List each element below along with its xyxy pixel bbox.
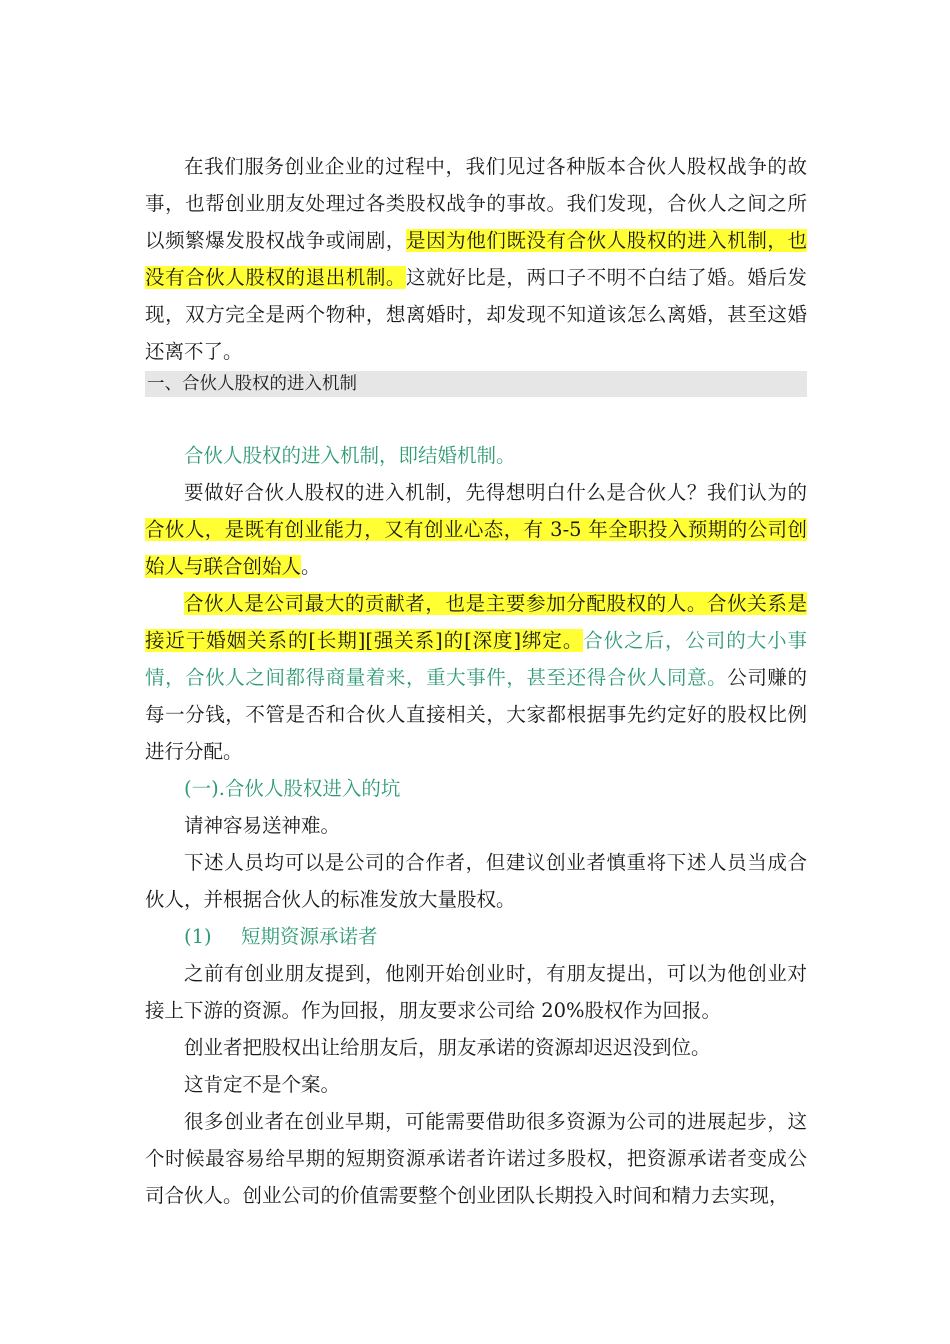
story-paragraph: 之前有创业朋友提到，他刚开始创业时，有朋友提出，可以为他创业对接上下游的资源。作为回报，朋友要求公司给 20%股权作为回报。 [145, 962, 807, 1022]
definition-text-b: 。 [301, 555, 321, 578]
section-heading: 一、合伙人股权的进入机制 [145, 371, 807, 397]
intro-highlight: 是因为他们既没有合伙人股权的进入机制，也没有合伙人股权的退出机制。 [145, 229, 807, 289]
item-number: (1) [184, 925, 212, 948]
item-heading [145, 918, 807, 955]
contributor-paragraph [145, 585, 807, 770]
definition-highlight: 合伙人，是既有创业能力，又有创业心态，有 3-5 年全职投入预期的公司创始人与联合创始人 [145, 518, 807, 578]
proverb-paragraph: 请神容易送神难。 [184, 814, 341, 837]
document-page [145, 148, 807, 1214]
section-lead: 合伙人股权的进入机制，即结婚机制。 [184, 444, 516, 467]
contributor-highlight: 合伙人是公司最大的贡献者，也是主要参加分配股权的人。合伙关系是接近于婚姻关系的[长期][强关系]的[深度]绑定。 [145, 592, 807, 652]
caution-paragraph: 下述人员均可以是公司的合作者，但建议创业者慎重将下述人员当成合伙人，并根据合伙人的标准发放大量股权。 [145, 851, 807, 911]
item-title: 短期资源承诺者 [241, 925, 378, 948]
definition-paragraph [145, 474, 807, 585]
subsection-heading: (一).合伙人股权进入的坑 [184, 777, 401, 800]
note-paragraph: 这肯定不是个案。 [184, 1073, 341, 1096]
definition-text-a: 要做好合伙人股权的进入机制，先得想明白什么是合伙人？我们认为的 [184, 481, 807, 504]
analysis-paragraph: 很多创业者在创业早期，可能需要借助很多资源为公司的进展起步，这个时候最容易给早期的短期资源承诺者许诺过多股权，把资源承诺者变成公司合伙人。创业公司的价值需要整个创业团队长期投入时间和精力去实现， [145, 1110, 807, 1207]
intro-text-a: 在我们服务创业企业的过程中，我们见过各种版本合伙人股权战争的故事，也帮创业朋友处理过各类股权战争的事故。我们发现，合伙人之间之所以频繁爆发股权战争或闹剧， [145, 155, 807, 252]
contributor-text: 公司赚的每一分钱，不管是否和合伙人直接相关，大家都根据事先约定好的股权比例进行分配。 [145, 666, 807, 763]
intro-text-b: 这就好比是，两口子不明不白结了婚。婚后发现，双方完全是两个物种，想离婚时，却发现不知道该怎么离婚，甚至这婚还离不了。 [145, 266, 807, 363]
contributor-green-text: 合伙之后，公司的大小事情，合伙人之间都得商量着来，重大事件，甚至还得合伙人同意。 [145, 629, 807, 689]
outcome-paragraph: 创业者把股权出让给朋友后，朋友承诺的资源却迟迟没到位。 [184, 1036, 711, 1059]
intro-paragraph [145, 148, 807, 370]
